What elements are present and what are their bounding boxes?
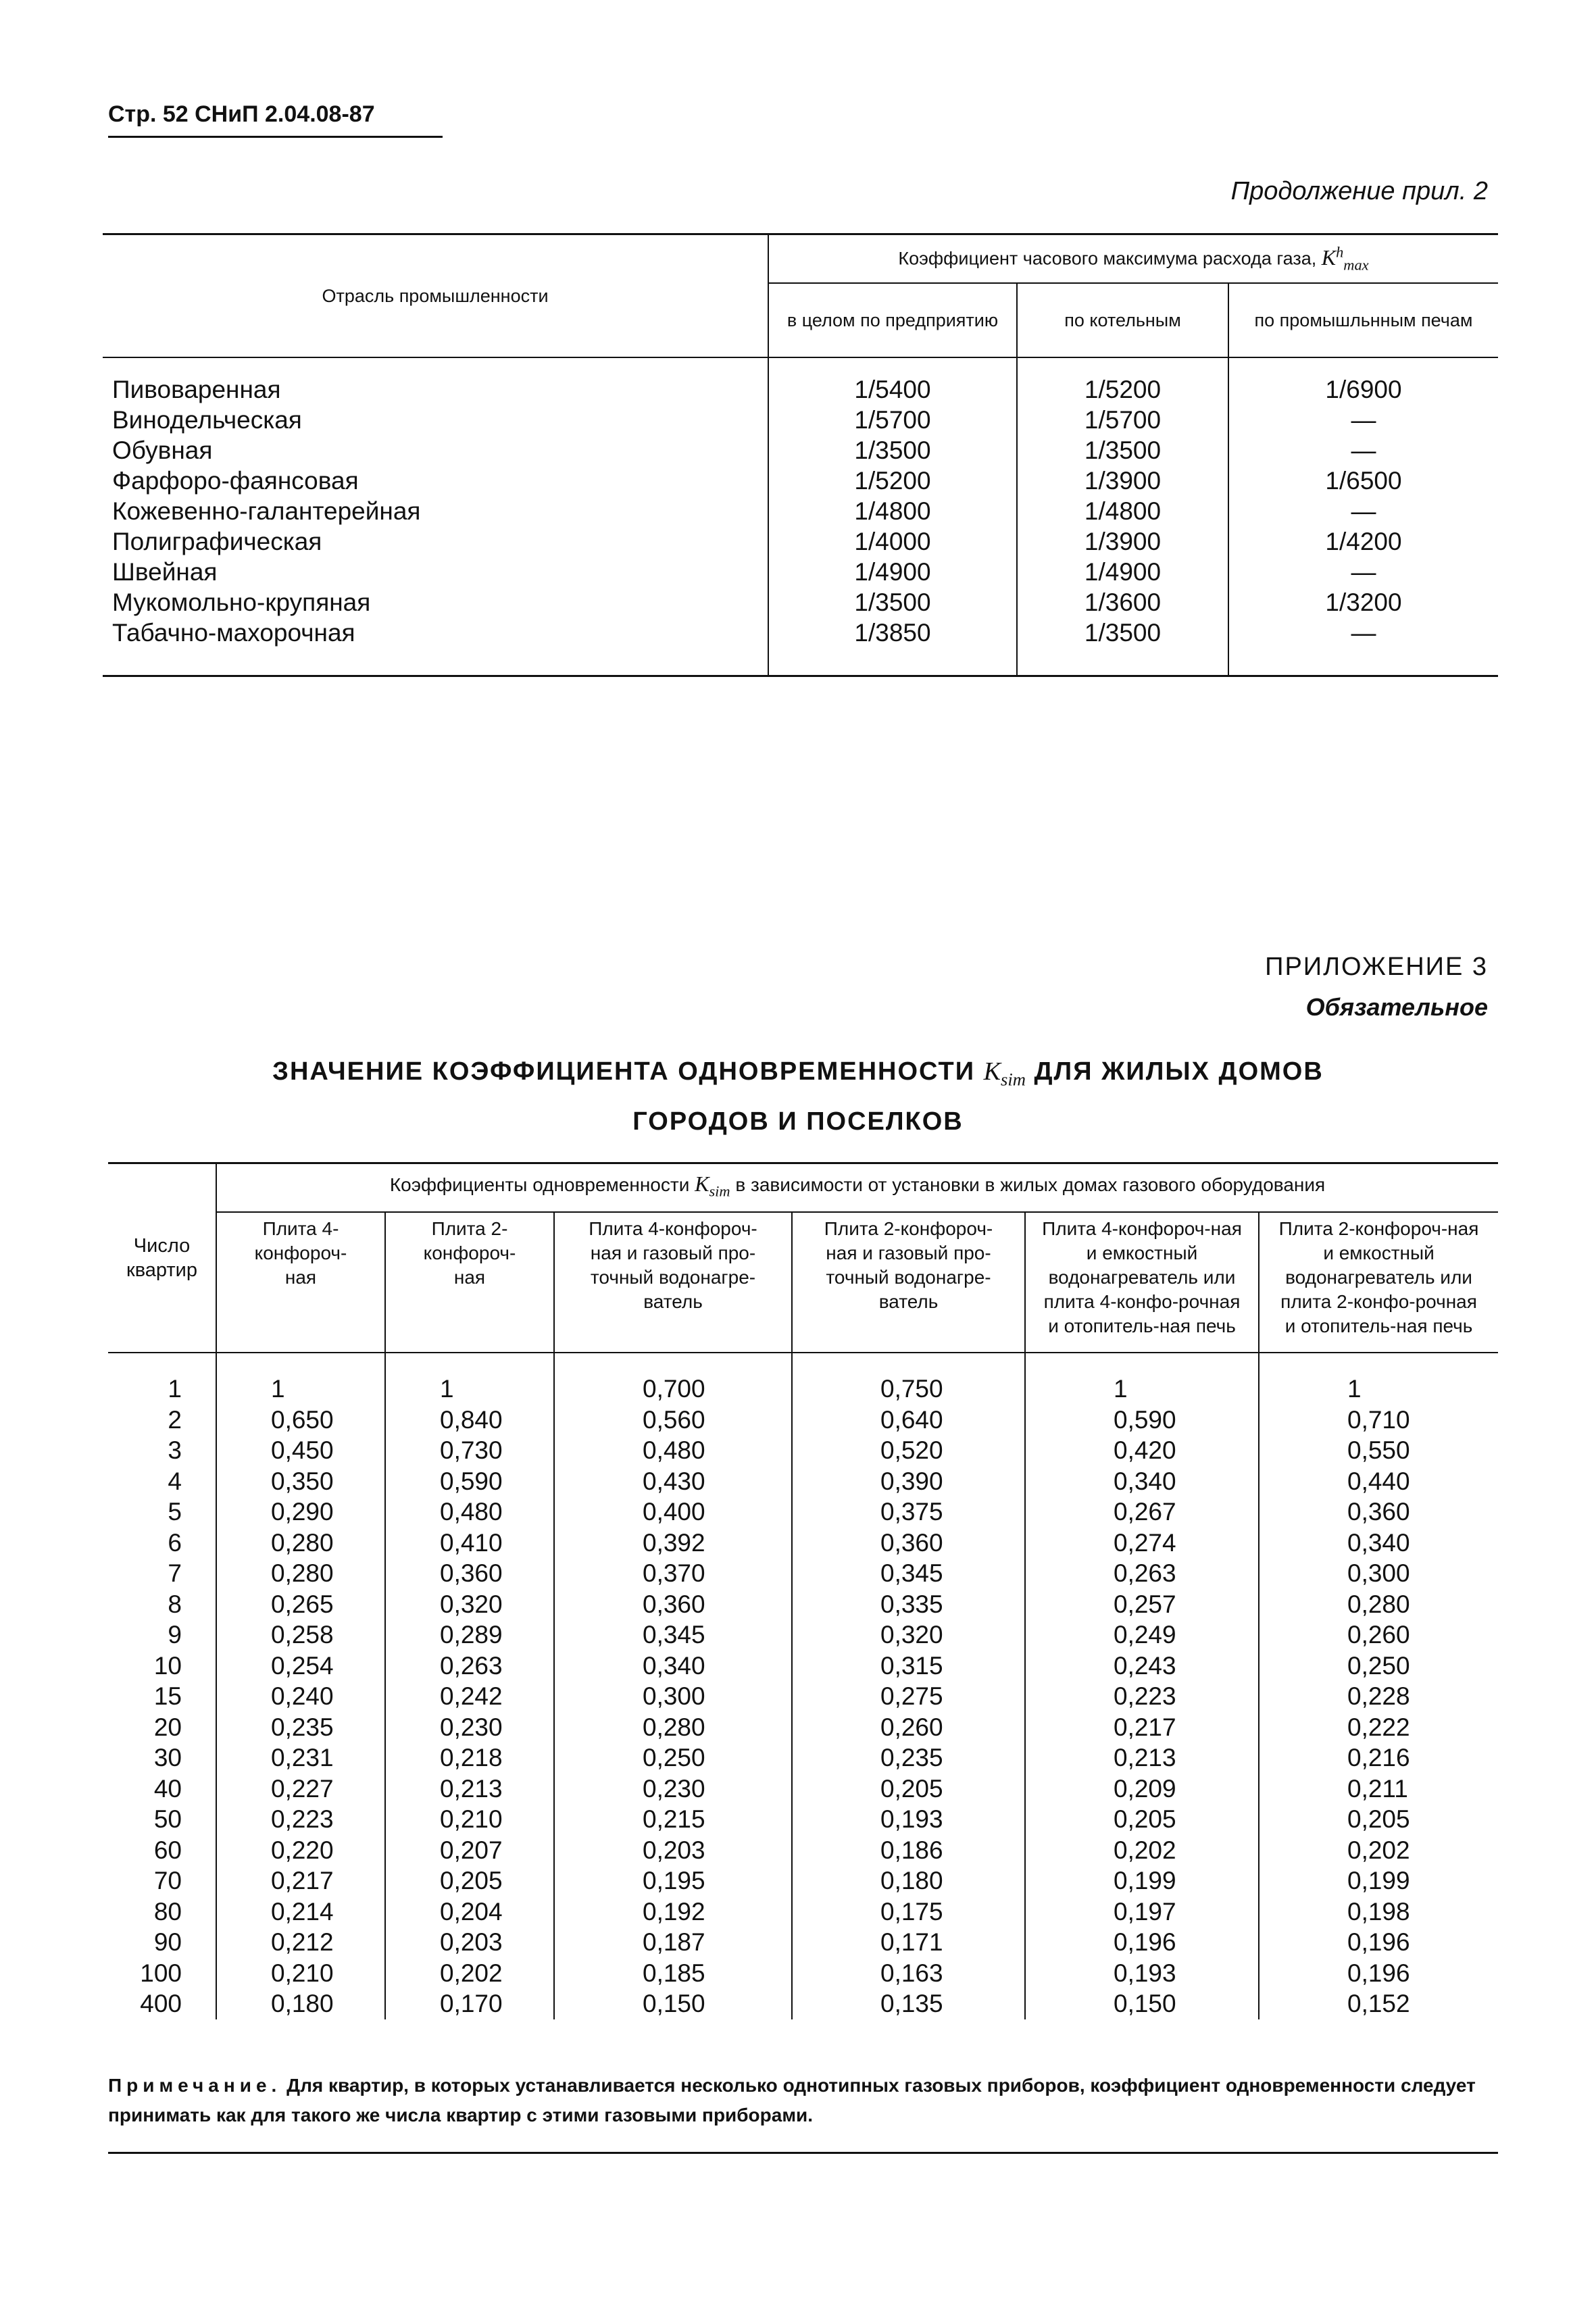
cell-name: Швейная [112,558,218,586]
col-4-burner-storage-heater: Плита 4-конфороч-ная и емкостный водонагреватель или плита 4-конфо-рочная и отопитель-ная печь [1025,1212,1259,1353]
cell-coefficient: 0,223 [216,1804,385,1835]
cell-coefficient: 0,263 [1025,1558,1259,1589]
cell-coefficient: 0,258 [216,1619,385,1651]
cell-coefficient: 0,275 [792,1681,1025,1712]
cell-coefficient: 0,480 [385,1496,554,1528]
cell-coefficient: 0,300 [1259,1558,1498,1589]
cell-coefficient: 0,375 [792,1496,1025,1528]
cell-coefficient: 1 [385,1374,554,1405]
cell-coefficient: 0,263 [385,1651,554,1682]
cell-coefficient: 1 [216,1374,385,1405]
cell-coefficient: 0,187 [554,1927,792,1958]
table-row [108,1681,1498,1712]
appendix-title [0,1051,1596,1142]
cell-coefficient: 0,650 [216,1405,385,1436]
cell-coefficient: 0,195 [554,1865,792,1896]
cell-coefficient: 0,199 [1025,1865,1259,1896]
cell-coefficient: 0,192 [554,1896,792,1928]
cell-apartments: 4 [168,1467,182,1495]
cell-coefficient: 0,280 [216,1528,385,1559]
cell-coefficient: 0,430 [554,1466,792,1497]
cell-apartments: 80 [153,1897,182,1926]
cell-boilers: 1/3500 [1017,618,1228,648]
cell-coefficient: 0,180 [792,1865,1025,1896]
table-row [103,405,1498,435]
cell-coefficient: 0,700 [554,1374,792,1405]
table-row [108,1774,1498,1805]
cell-coefficient: 0,213 [385,1774,554,1805]
col-furnaces: по промышльнным печам [1228,283,1498,357]
cell-coefficient: 0,163 [792,1958,1025,1989]
cell-coefficient: 0,202 [1025,1835,1259,1866]
table-row [103,618,1498,648]
cell-apartments: 8 [168,1590,182,1618]
bottom-rule [108,2152,1498,2154]
cell-coefficient: 0,223 [1025,1681,1259,1712]
cell-apartments: 2 [168,1405,182,1434]
note-text: Для квартир, в которых устанавливается несколько однотипных газовых приборов, коэффициент одновременности следует принимать как для такого же числа квартир с этими газовыми приборами. [108,2075,1476,2126]
cell-coefficient: 0,730 [385,1435,554,1466]
cell-enterprise: 1/3850 [768,618,1017,648]
table-row [108,1558,1498,1589]
table-row [108,1804,1498,1835]
cell-coefficient: 0,170 [385,1988,554,2019]
table-row [103,496,1498,526]
table-row [108,1958,1498,1989]
col-industry: Отрасль промышленности [103,234,768,358]
cell-coefficient: 0,840 [385,1405,554,1436]
cell-coefficient: 0,267 [1025,1496,1259,1528]
col-2-burner-instant-heater: Плита 2-конфороч-ная и газовый про-точный водонагре-ватель [792,1212,1025,1353]
cell-furnaces: — [1228,557,1498,587]
cell-coefficient: 0,235 [792,1742,1025,1774]
cell-coefficient: 0,240 [216,1681,385,1712]
cell-coefficient: 0,180 [216,1988,385,2019]
cell-coefficient: 0,227 [216,1774,385,1805]
cell-name: Фарфоро-фаянсовая [112,467,359,495]
cell-coefficient: 0,171 [792,1927,1025,1958]
cell-furnaces: — [1228,405,1498,435]
cell-coefficient: 0,202 [385,1958,554,1989]
cell-boilers: 1/4900 [1017,557,1228,587]
cell-coefficient: 0,214 [216,1896,385,1928]
cell-coefficient: 0,235 [216,1712,385,1743]
cell-furnaces: 1/6500 [1228,466,1498,496]
cell-furnaces: 1/4200 [1228,526,1498,557]
table-row [108,1619,1498,1651]
cell-boilers: 1/3900 [1017,526,1228,557]
cell-enterprise: 1/5700 [768,405,1017,435]
cell-coefficient: 0,150 [554,1988,792,2019]
cell-apartments: 70 [153,1867,182,1894]
table-row [108,1589,1498,1620]
cell-coefficient: 0,280 [216,1558,385,1589]
cell-boilers: 1/5700 [1017,405,1228,435]
cell-boilers: 1/3600 [1017,587,1228,618]
cell-enterprise: 1/3500 [768,435,1017,466]
cell-coefficient: 0,222 [1259,1712,1498,1743]
cell-coefficient: 0,640 [792,1405,1025,1436]
cell-coefficient: 0,231 [216,1742,385,1774]
cell-apartments: 6 [168,1528,182,1557]
cell-boilers: 1/5200 [1017,374,1228,405]
cell-coefficient: 0,360 [792,1528,1025,1559]
cell-coefficient: 0,207 [385,1835,554,1866]
ksim-symbol: $K_{sim}$ [983,1057,1026,1090]
cell-coefficient: 0,265 [216,1589,385,1620]
cell-coefficient: 0,750 [792,1374,1025,1405]
cell-apartments: 7 [168,1559,182,1587]
continuation-label: Продолжение прил. 2 [1230,177,1488,205]
title-line-2: ГОРОДОВ И ПОСЕЛКОВ [632,1107,964,1136]
cell-coefficient: 0,250 [1259,1651,1498,1682]
cell-name: Мукомольно-крупяная [112,588,371,616]
cell-coefficient: 0,185 [554,1958,792,1989]
cell-apartments: 1 [168,1375,182,1403]
table-row [108,1374,1498,1405]
cell-coefficient: 0,196 [1025,1927,1259,1958]
table-row [103,374,1498,405]
cell-coefficient: 0,320 [385,1589,554,1620]
cell-coefficient: 0,480 [554,1435,792,1466]
cell-enterprise: 1/5200 [768,466,1017,496]
table-row [103,587,1498,618]
cell-coefficient: 1 [1025,1374,1259,1405]
cell-furnaces: — [1228,618,1498,648]
cell-coefficient: 0,205 [792,1774,1025,1805]
cell-coefficient: 0,212 [216,1927,385,1958]
cell-apartments: 90 [153,1928,182,1956]
cell-coefficient: 0,254 [216,1651,385,1682]
cell-name: Пивоваренная [112,376,281,403]
table-row [103,526,1498,557]
appendix-status: Обязательное [1305,993,1488,1021]
cell-boilers: 1/4800 [1017,496,1228,526]
col-2-burner: Плита 2-конфороч-ная [385,1212,554,1353]
cell-coefficient: 0,211 [1259,1774,1498,1805]
col-boilers: по котельным [1017,283,1228,357]
table-row [108,1835,1498,1866]
cell-coefficient: 0,280 [1259,1589,1498,1620]
cell-coefficient: 0,440 [1259,1466,1498,1497]
cell-apartments: 50 [153,1805,182,1833]
table-row [108,1528,1498,1559]
industry-table-body [103,357,1498,676]
cell-coefficient: 0,203 [385,1927,554,1958]
cell-coefficient: 0,300 [554,1681,792,1712]
cell-coefficient: 0,257 [1025,1589,1259,1620]
cell-coefficient: 0,217 [1025,1712,1259,1743]
cell-enterprise: 1/5400 [768,374,1017,405]
cell-coefficient: 0,340 [554,1651,792,1682]
cell-coefficient: 0,260 [792,1712,1025,1743]
note-lead: Примечание. [108,2075,282,2096]
table-row [108,1466,1498,1497]
cell-coefficient: 0,216 [1259,1742,1498,1774]
simultaneity-table [108,1162,1498,2019]
cell-coefficient: 0,249 [1025,1619,1259,1651]
table-row [103,557,1498,587]
cell-coefficient: 0,242 [385,1681,554,1712]
cell-coefficient: 0,205 [385,1865,554,1896]
cell-coefficient: 0,400 [554,1496,792,1528]
cell-coefficient: 0,204 [385,1896,554,1928]
cell-coefficient: 0,340 [1025,1466,1259,1497]
cell-coefficient: 0,289 [385,1619,554,1651]
cell-enterprise: 1/3500 [768,587,1017,618]
cell-coefficient: 0,250 [554,1742,792,1774]
cell-coefficient: 1 [1259,1374,1498,1405]
cell-apartments: 5 [168,1498,182,1526]
cell-apartments: 400 [140,1990,182,2017]
table-row [108,1988,1498,2019]
table-note [108,2071,1498,2130]
cell-coefficient: 0,196 [1259,1927,1498,1958]
col-2-burner-storage-heater: Плита 2-конфороч-ная и емкостный водонагреватель или плита 2-конфо-рочная и отопитель-ная печь [1259,1212,1498,1353]
kmax-symbol: $K^h_{max}$ [1321,243,1369,274]
col-apartments: Число квартир [108,1163,216,1353]
cell-enterprise: 1/4800 [768,496,1017,526]
cell-furnaces: — [1228,435,1498,466]
cell-coefficient: 0,260 [1259,1619,1498,1651]
cell-apartments: 100 [140,1959,182,1987]
cell-coefficient: 0,135 [792,1988,1025,2019]
col-4-burner-instant-heater: Плита 4-конфороч-ная и газовый про-точный водонагре-ватель [554,1212,792,1353]
cell-coefficient: 0,210 [216,1958,385,1989]
table-row [108,1712,1498,1743]
cell-apartments: 20 [153,1713,182,1741]
cell-coefficient: 0,335 [792,1589,1025,1620]
title-line-1: ЗНАЧЕНИЕ КОЭФФИЦИЕНТА ОДНОВРЕМЕННОСТИ $K_{sim}$ ДЛЯ ЖИЛЫХ ДОМОВ [272,1057,1324,1090]
appendix-label: ПРИЛОЖЕНИЕ 3 [1265,953,1488,981]
table-row [108,1896,1498,1928]
cell-coefficient: 0,320 [792,1619,1025,1651]
cell-coefficient: 0,420 [1025,1435,1259,1466]
cell-coefficient: 0,197 [1025,1896,1259,1928]
cell-coefficient: 0,350 [216,1466,385,1497]
cell-coefficient: 0,370 [554,1558,792,1589]
table-row [108,1405,1498,1436]
cell-coefficient: 0,213 [1025,1742,1259,1774]
cell-coefficient: 0,199 [1259,1865,1498,1896]
cell-coefficient: 0,340 [1259,1528,1498,1559]
cell-enterprise: 1/4000 [768,526,1017,557]
cell-coefficient: 0,230 [385,1712,554,1743]
cell-coefficient: 0,205 [1259,1804,1498,1835]
table-row [108,1496,1498,1528]
cell-coefficient: 0,150 [1025,1988,1259,2019]
cell-coefficient: 0,230 [554,1774,792,1805]
cell-coefficient: 0,215 [554,1804,792,1835]
cell-coefficient: 0,590 [385,1466,554,1497]
cell-coefficient: 0,202 [1259,1835,1498,1866]
cell-coefficient: 0,210 [385,1804,554,1835]
cell-coefficient: 0,360 [554,1589,792,1620]
cell-coefficient: 0,193 [792,1804,1025,1835]
col-enterprise: в целом по предприятию [768,283,1017,357]
cell-coefficient: 0,560 [554,1405,792,1436]
cell-name: Винодельческая [112,406,302,434]
table-row [108,1742,1498,1774]
cell-coefficient: 0,205 [1025,1804,1259,1835]
cell-furnaces: — [1228,496,1498,526]
ksim-symbol-table: $K_{sim}$ [695,1172,730,1200]
cell-boilers: 1/3900 [1017,466,1228,496]
cell-coefficient: 0,152 [1259,1988,1498,2019]
cell-enterprise: 1/4900 [768,557,1017,587]
table-row [108,1865,1498,1896]
cell-coefficient: 0,360 [1259,1496,1498,1528]
col-group-hourly-max: Коэффициент часового максимума расхода газа, $K^h_{max}$ [768,234,1498,284]
cell-coefficient: 0,345 [792,1558,1025,1589]
table-row [103,466,1498,496]
cell-apartments: 3 [168,1436,182,1464]
cell-coefficient: 0,220 [216,1835,385,1866]
cell-coefficient: 0,390 [792,1466,1025,1497]
col-4-burner: Плита 4-конфороч-ная [216,1212,385,1353]
cell-coefficient: 0,345 [554,1619,792,1651]
cell-coefficient: 0,196 [1259,1958,1498,1989]
table-row [108,1435,1498,1466]
cell-coefficient: 0,392 [554,1528,792,1559]
cell-boilers: 1/3500 [1017,435,1228,466]
cell-coefficient: 0,274 [1025,1528,1259,1559]
cell-apartments: 10 [153,1651,182,1680]
cell-coefficient: 0,218 [385,1742,554,1774]
col-group-simultaneity: Коэффициенты одновременности $K_{sim}$ в зависимости от установки в жилых домах газового оборудования [216,1163,1498,1213]
table-row [108,1651,1498,1682]
cell-coefficient: 0,193 [1025,1958,1259,1989]
cell-coefficient: 0,209 [1025,1774,1259,1805]
cell-apartments: 60 [153,1836,182,1864]
cell-coefficient: 0,280 [554,1712,792,1743]
cell-coefficient: 0,520 [792,1435,1025,1466]
simultaneity-table-body [108,1353,1498,2019]
cell-coefficient: 0,450 [216,1435,385,1466]
cell-name: Табачно-махорочная [112,619,355,647]
cell-apartments: 9 [168,1621,182,1649]
cell-furnaces: 1/6900 [1228,374,1498,405]
cell-apartments: 30 [153,1744,182,1771]
cell-coefficient: 0,217 [216,1865,385,1896]
cell-coefficient: 0,243 [1025,1651,1259,1682]
cell-coefficient: 0,710 [1259,1405,1498,1436]
cell-name: Полиграфическая [112,528,322,555]
cell-coefficient: 0,360 [385,1558,554,1589]
cell-name: Обувная [112,436,213,464]
cell-coefficient: 0,550 [1259,1435,1498,1466]
cell-coefficient: 0,410 [385,1528,554,1559]
page-header: Стр. 52 СНиП 2.04.08-87 [108,101,443,138]
cell-coefficient: 0,228 [1259,1681,1498,1712]
cell-furnaces: 1/3200 [1228,587,1498,618]
cell-apartments: 15 [153,1682,182,1710]
cell-coefficient: 0,198 [1259,1896,1498,1928]
cell-apartments: 40 [153,1774,182,1803]
table-row [108,1927,1498,1958]
cell-coefficient: 0,186 [792,1835,1025,1866]
cell-name: Кожевенно-галантерейная [112,497,421,525]
table-row [103,435,1498,466]
cell-coefficient: 0,203 [554,1835,792,1866]
cell-coefficient: 0,175 [792,1896,1025,1928]
cell-coefficient: 0,590 [1025,1405,1259,1436]
industry-coefficients-table [103,233,1498,677]
cell-coefficient: 0,290 [216,1496,385,1528]
cell-coefficient: 0,315 [792,1651,1025,1682]
